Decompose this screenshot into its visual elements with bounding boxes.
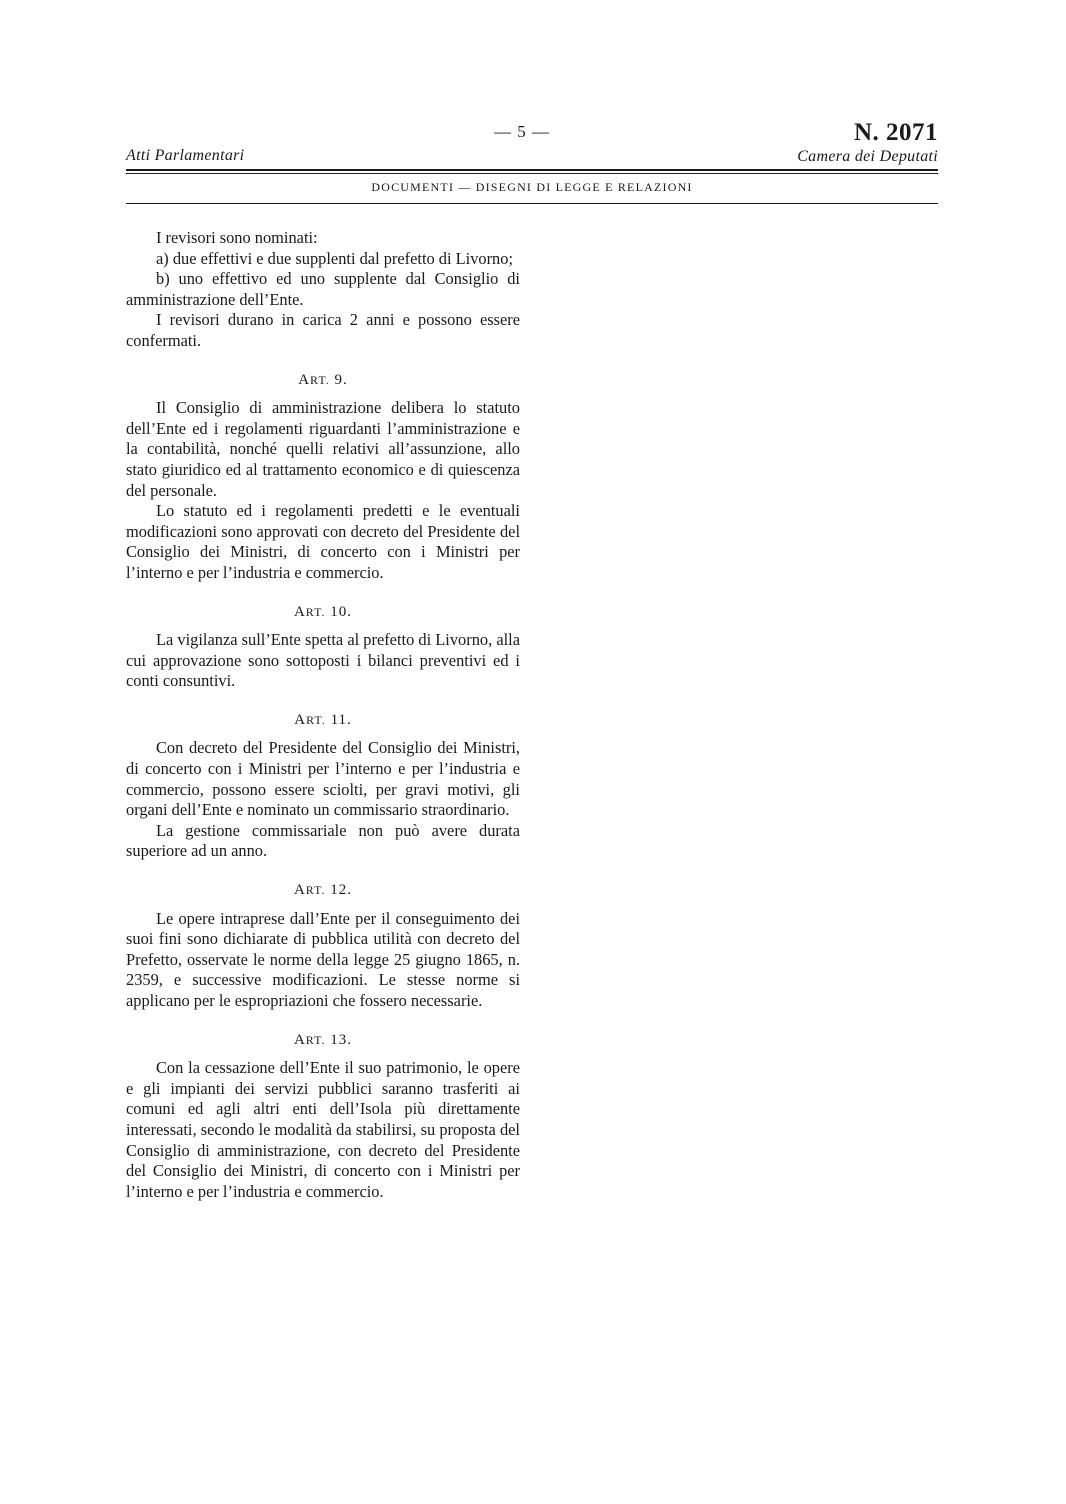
- page-number: — 5 —: [494, 122, 550, 141]
- article-heading: ART. 9.: [298, 371, 348, 388]
- header-rule-thick: [126, 169, 938, 171]
- intro-line: a) due effettivi e due supplenti dal prefetto di Livorno;: [156, 248, 513, 268]
- article-paragraph: La vigilanza sull’Ente spetta al prefetto di Livorno, alla cui approvazione sono sottoposti i bilanci preventivi ed i conti consuntivi.: [126, 630, 520, 691]
- article-heading: ART. 10.: [293, 603, 353, 620]
- section-subheading: DOCUMENTI — DISEGNI DI LEGGE E RELAZIONI: [371, 180, 693, 194]
- article-heading: ART. 12.: [293, 882, 353, 899]
- article-paragraph: Il Consiglio di amministrazione delibera lo statuto dell’Ente ed i regolamenti riguardanti l’amministrazione e la contabilità, nonché quelli relativi all’assunzione, allo stato giuridico ed al trattamento economico e di quiescenza del personale.: [126, 398, 520, 500]
- chamber-name: Camera dei Deputati: [797, 148, 938, 165]
- subheading-rule: [126, 203, 938, 204]
- document-number: N. 2071: [853, 119, 938, 146]
- article-paragraph: Lo statuto ed i regolamenti predetti e le eventuali modificazioni sono approvati con decreto del Presidente del Consiglio dei Ministri, di concerto con i Ministri per l’interno e per l’industria e commercio.: [126, 501, 520, 582]
- article-paragraph: Con decreto del Presidente del Consiglio dei Ministri, di concerto con i Ministri per l’interno e per l’industria e commercio, possono essere sciolti, per gravi motivi, gli organi dell’Ente e nominato un commissario straordinario.: [126, 738, 520, 820]
- intro-line: I revisori durano in carica 2 anni e possono essere confermati.: [126, 310, 520, 350]
- article-heading: ART. 11.: [294, 711, 352, 728]
- text-column: [126, 228, 520, 1202]
- article-heading: ART. 13.: [293, 1031, 353, 1048]
- article-paragraph: La gestione commissariale non può avere durata superiore ad un anno.: [126, 820, 520, 861]
- header-atti-parlamentari: Atti Parlamentari: [126, 147, 245, 164]
- header-rule-thin: [126, 173, 938, 174]
- article-paragraph: Le opere intraprese dall’Ente per il conseguimento dei suoi fini sono dichiarate di pubblica utilità con decreto del Prefetto, osservate le norme della legge 25 giugno 1865, n. 2359, e successive modificazioni. Le stesse norme si applicano per le espropriazioni che fossero necessarie.: [126, 908, 520, 1010]
- article-paragraph: Con la cessazione dell’Ente il suo patrimonio, le opere e gli impianti dei servizi pubblici saranno trasferiti ai comuni ed agli altri enti dell’Isola più direttamente interessati, secondo le modalità da stabilirsi, su proposta del Consiglio di amministrazione, con decreto del Presidente del Consiglio dei Ministri, di concerto con i Ministri per l’interno e per l’industria e commercio.: [126, 1058, 520, 1201]
- intro-line: b) uno effettivo ed uno supplente dal Consiglio di amministrazione dell’Ente.: [126, 269, 520, 309]
- intro-line: I revisori sono nominati:: [156, 228, 318, 247]
- header-right: [797, 120, 938, 166]
